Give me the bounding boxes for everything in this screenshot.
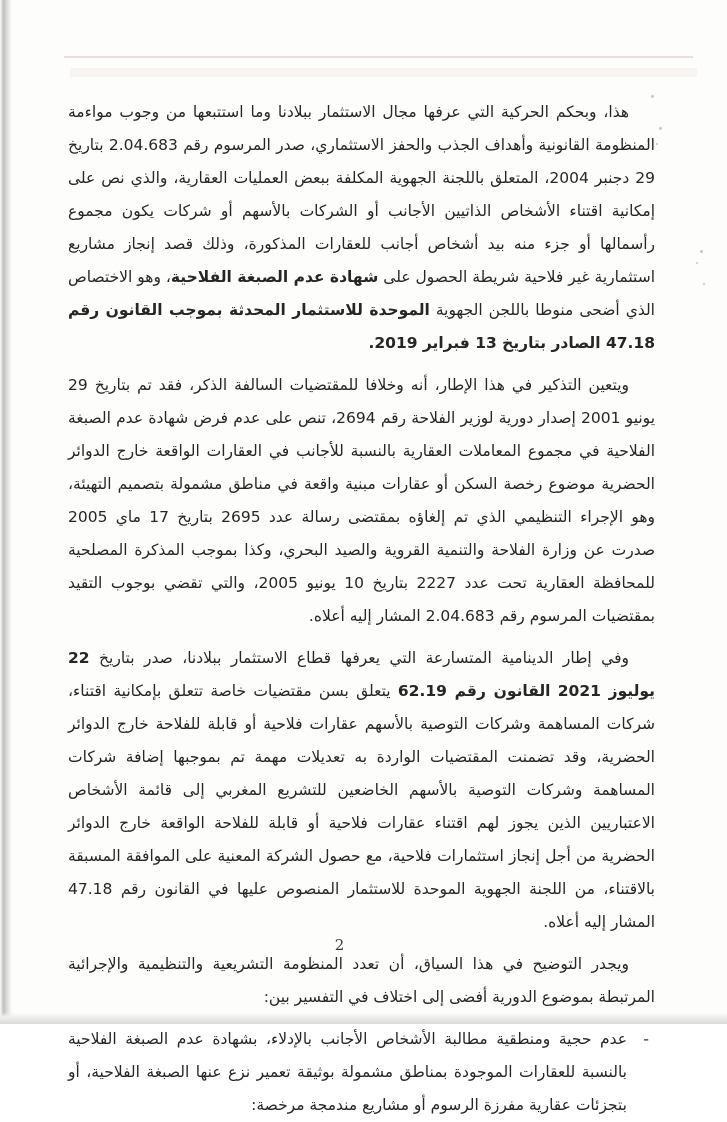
text-run-3-4: القانون رقم 62.19 [397, 682, 551, 700]
paragraph-2 [68, 369, 655, 633]
scan-fold-line [64, 56, 693, 58]
text-run-1-2: شهادة عدم الصبغة الفلاحية [170, 268, 379, 286]
paragraph-4 [68, 948, 655, 1014]
paragraph-1 [68, 96, 655, 360]
text-run-3-3 [551, 682, 558, 700]
document-body [68, 96, 655, 1122]
text-run-1-4: الموحدة للاستثمار المحدثة بموجب القانون رقم 47.18 الصادر بتاريخ 13 فبراير 2019. [68, 301, 655, 352]
bullet-dash: - [643, 1030, 649, 1048]
text-run-3-5: يتعلق بسن مقتضيات خاصة تتعلق بإمكانية اقتناء، شركات المساهمة وشركات التوصية بالأسهم عقارات فلاحية أو قابلة للفلاحة خارج الدوائر الحضرية، وقد تضمنت المقتضيات الواردة به تعديلات مهمة تم بموجبها إضافة شركات المساهمة وشركات التوصية بالأسهم الخاضعين للتشريع المغربي إلى قائمة الأشخاص الاعتباريين الذين يجوز لهم اقتناء عقارات فلاحية أو قابلة للفلاحة الواقعة خارج الدوائر الحضرية من أجل إنجاز استثمارات فلاحية، مع حصول الشركة المعنية على الموافقة المسبقة بالاقتناء، من اللجنة الجهوية الموحدة للاستثمار المنصوص عليها في القانون رقم 47.18 المشار إليه أعلاه. [68, 682, 655, 931]
bullet-item-5 [68, 1023, 655, 1122]
text-run-1-1: هذا، وبحكم الحركية التي عرفها مجال الاستثمار ببلادنا وما استتبعها من وجوب مواءمة المنظومة القانونية وأهداف الجذب والحفز الاستثماري، صدر المرسوم رقم 2.04.683 بتاريخ 29 دجنبر 2004، المتعلق باللجنة الجهوية المكلفة ببعض العمليات العقارية، والذي نص على إمكانية اقتناء الأشخاص الذاتيين الأجانب أو الشركات بالأسهم أو شركات يكون مجموع رأسمالها أو جزء منه بيد أشخاص أجانب للعقارات المذكورة، وذلك قصد إنجاز مشاريع استثمارية غير فلاحية شريطة الحصول على [68, 103, 655, 286]
text-run-3-1: وفي إطار الدينامية المتسارعة التي يعرفها قطاع الاستثمار ببلادنا، صدر بتاريخ [89, 649, 629, 667]
scan-edge-left [0, 0, 12, 1024]
text-run-2-1: ويتعين التذكير في هذا الإطار، أنه وخلافا للمقتضيات السالفة الذكر، فقد تم بتاريخ 29 يونيو 2001 إصدار دورية لوزير الفلاحة رقم 2694، تنص على عدم فرض شهادة عدم الصبغة الفلاحية في مجموع المعاملات العقارية بالنسبة للأجانب في العقارات الواقعة خارج الدوائر الحضرية موضوع رخصة السكن أو عقارات مبنية واقعة في مناطق مشمولة بتصميم التهيئة، وهو الإجراء التنظيمي الذي تم إلغاؤه بمقتضى رسالة عدد 2695 بتاريخ 17 ماي 2005 صدرت عن وزارة الفلاحة والتنمية القروية والصيد البحري، وكذا بموجب المذكرة المصلحية للمحافظة العقارية تحت عدد 2227 بتاريخ 10 يونيو 2005، والتي تقضي بوجوب التقيد بمقتضيات المرسوم رقم 2.04.683 المشار إليه أعلاه. [68, 376, 656, 625]
text-run-3-2: 22 يوليوز 2021 [68, 649, 655, 700]
text-run-1-3: ، وهو الاختصاص الذي أضحى منوطا باللجن الجهوية [68, 268, 655, 319]
text-run-4-1: ويجدر التوضيح في هذا السياق، أن تعدد المنظومة التشريعية والتنظيمية والإجرائية المرتبطة بموضوع الدورية أفضى إلى اختلاف في التفسير بين: [68, 955, 655, 1006]
scan-edge-bottom [0, 1012, 727, 1024]
paragraph-3 [68, 642, 655, 939]
scan-fold-band [70, 68, 697, 77]
text-run-5-1: عدم حجية ومنطقية مطالبة الأشخاص الأجانب بالإدلاء، بشهادة عدم الصبغة الفلاحية بالنسبة للعقارات الموجودة بمناطق مشمولة بوثيقة تعمير نزع عنها الصبغة الفلاحية، أو بتجزئات عقارية مفرزة الرسوم أو مشاريع مندمجة مرخصة: [68, 1030, 627, 1114]
page-number: 2 [334, 936, 345, 954]
